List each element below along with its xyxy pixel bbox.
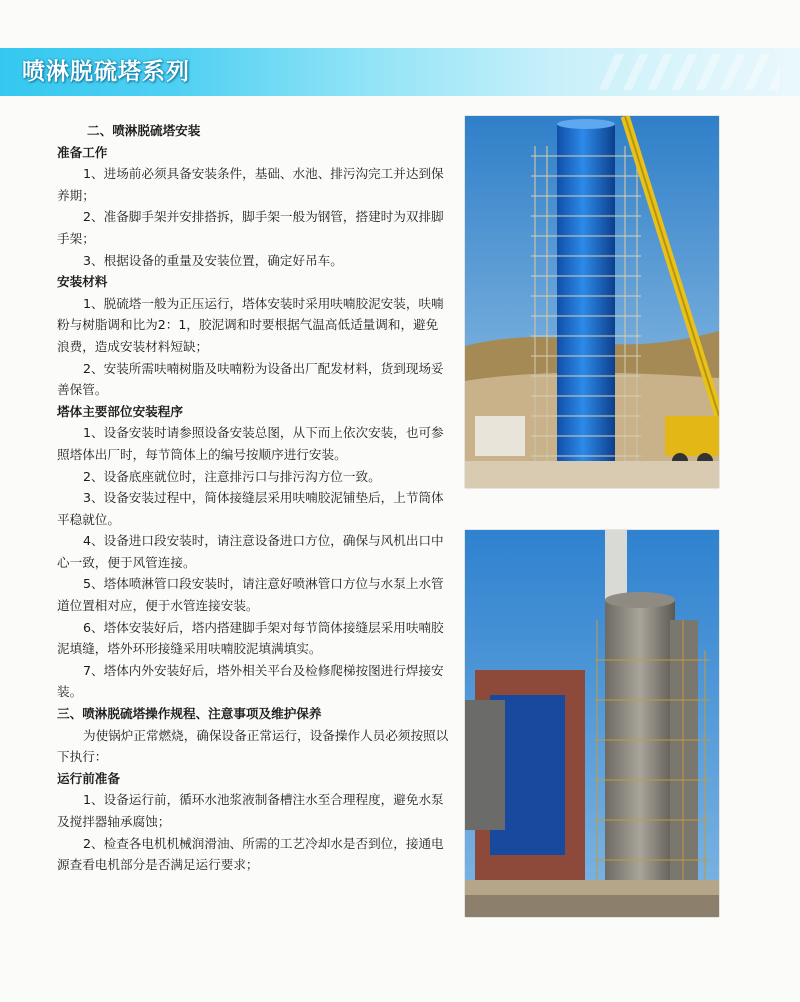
procedure-item: 6、塔体安装好后，塔内搭建脚手架对每节筒体接缝层采用呋喃胶泥填缝，塔外环形接缝采用呋喃胶泥填满填实。: [57, 619, 444, 657]
procedure-item: 4、设备进口段安装时，请注意设备进口方位，确保与风机出口中心一致，便于风管连接。: [57, 533, 444, 570]
section-3-title: 三、喷淋脱硫塔操作规程、注意事项及维护保养: [57, 706, 322, 722]
procedure-item: 1、设备安装时请参照设备安装总图，从下而上依次安装，也可参照塔体出厂时，每节筒体上的编号按顺序进行安装。: [57, 425, 444, 462]
materials-item: 2、安装所需呋喃树脂及呋喃粉为设备出厂配发材料，货到现场妥善保管。: [57, 360, 444, 398]
tower-installation-photo: [465, 116, 719, 488]
page-title: 喷淋脱硫塔系列: [22, 59, 190, 85]
materials-item: 1、脱硫塔一般为正压运行，塔体安装时采用呋喃胶泥安装，呋喃粉与树脂调和比为2：1，胶泥调和时要根据气温高低适量调和，避免浪费，造成安装材料短缺；: [57, 295, 444, 354]
procedure-heading: 塔体主要部位安装程序: [57, 403, 183, 419]
section-2-title: 二、喷淋脱硫塔安装: [87, 123, 201, 138]
preop-item: 2、检查各电机机械润滑油、所需的工艺冷却水是否到位，接通电源查看电机部分是否满足运行要求；: [57, 835, 444, 873]
body-text-column: [57, 120, 449, 876]
prep-item: 2、准备脚手架并安排搭拆，脚手架一般为钢管，搭建时为双排脚手架；: [57, 209, 444, 246]
header-banner: [0, 48, 800, 96]
preop-item: 1、设备运行前，循环水池浆液制备槽注水至合理程度，避免水泵及搅拌器轴承腐蚀；: [57, 792, 444, 829]
procedure-item: 7、塔体内外安装好后，塔外相关平台及检修爬梯按图进行焊接安装。: [57, 662, 444, 700]
prep-item: 3、根据设备的重量及安装位置，确定好吊车。: [83, 252, 343, 268]
completed-tower-photo: [465, 530, 719, 917]
prep-item: 1、进场前必须具备安装条件，基础、水池、排污沟完工并达到保养期；: [57, 166, 444, 203]
procedure-item: 5、塔体喷淋管口段安装时，请注意好喷淋管口方位与水泵上水管道位置相对应，便于水管连接安装。: [57, 576, 444, 614]
section-3-intro: 为使锅炉正常燃烧，确保设备正常运行，设备操作人员必须按照以下执行：: [57, 727, 449, 765]
procedure-item: 3、设备安装过程中，简体接缝层采用呋喃胶泥铺垫后，上节筒体平稳就位。: [57, 490, 444, 527]
materials-heading: 安装材料: [57, 274, 108, 290]
prep-heading: 准备工作: [57, 144, 108, 160]
procedure-item: 2、设备底座就位时，注意排污口与排污沟方位一致。: [83, 468, 381, 484]
banner-decoration: [600, 54, 780, 90]
preop-heading: 运行前准备: [57, 770, 120, 786]
